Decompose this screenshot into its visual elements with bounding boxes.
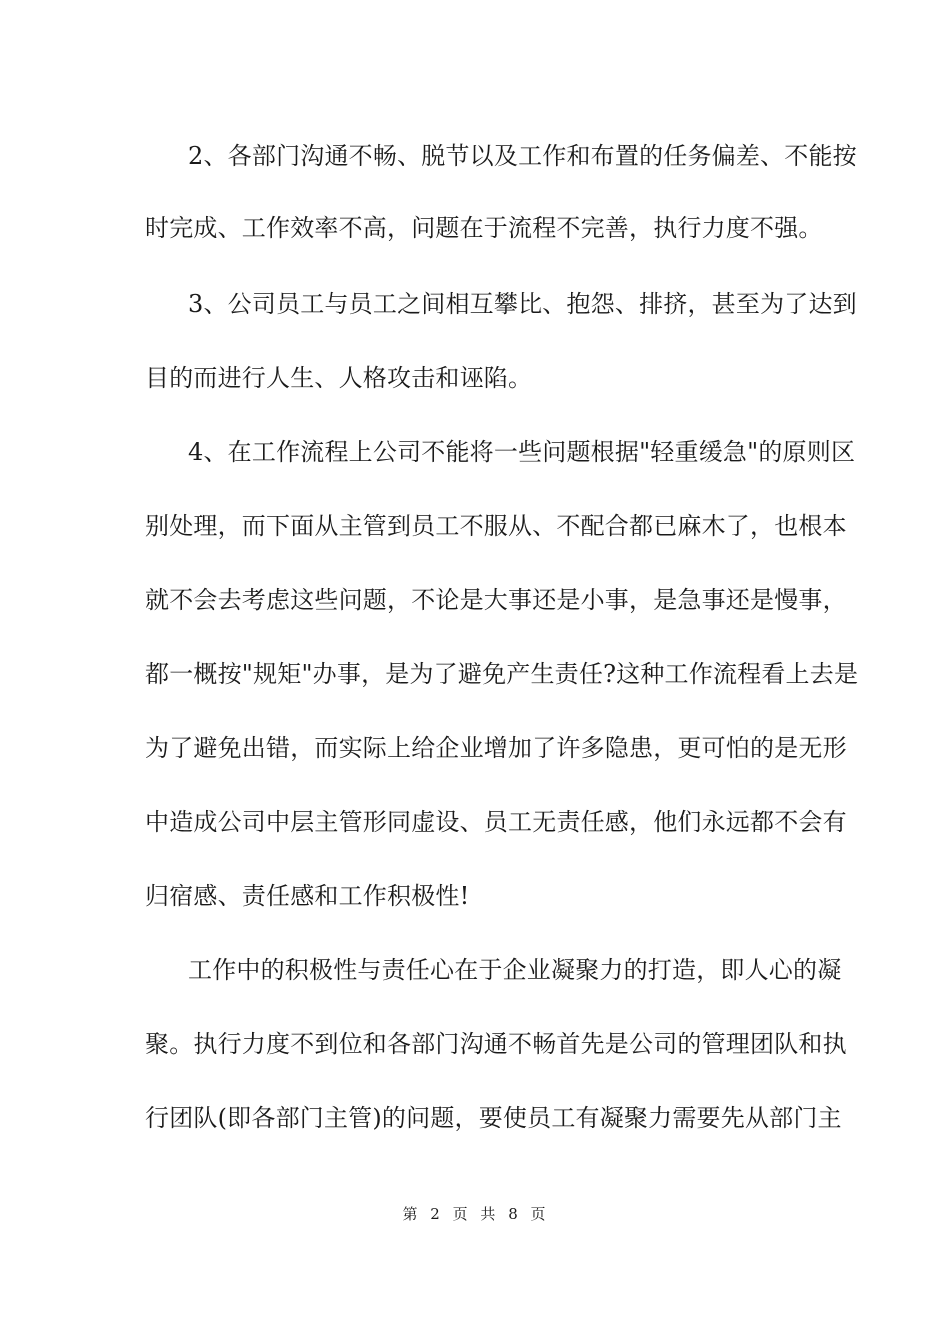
footer-prefix: 第 (402, 1205, 420, 1223)
paragraph-line: 目的而进行人生、人格攻击和诬陷。 (145, 364, 533, 392)
footer-suffix: 页 (530, 1205, 548, 1223)
paragraph-line: 就不会去考虑这些问题，不论是大事还是小事，是急事还是慢事， (145, 586, 847, 614)
footer-mid-2: 共 (480, 1205, 498, 1223)
paragraph-line: 归宿感、责任感和工作积极性! (145, 882, 470, 910)
paragraph-line: 聚。执行力度不到位和各部门沟通不畅首先是公司的管理团队和执 (145, 1030, 847, 1058)
paragraph-line: 都一概按"规矩"办事，是为了避免产生责任?这种工作流程看上去是 (145, 660, 859, 688)
paragraph-line: 3、公司员工与员工之间相互攀比、抱怨、排挤，甚至为了达到 (188, 290, 857, 318)
paragraph-line: 为了避免出错，而实际上给企业增加了许多隐患，更可怕的是无形 (145, 734, 847, 762)
page-footer (0, 1204, 950, 1224)
paragraph-line: 2、各部门沟通不畅、脱节以及工作和布置的任务偏差、不能按 (188, 142, 857, 170)
paragraph-line: 别处理，而下面从主管到员工不服从、不配合都已麻木了，也根本 (145, 512, 847, 540)
footer-mid-1: 页 (452, 1205, 470, 1223)
footer-total-pages: 8 (508, 1205, 520, 1223)
paragraph-line: 行团队(即各部门主管)的问题，要使员工有凝聚力需要先从部门主 (145, 1104, 842, 1132)
paragraph-line: 时完成、工作效率不高，问题在于流程不完善，执行力度不强。 (145, 214, 823, 242)
paragraph-line: 4、在工作流程上公司不能将一些问题根据"轻重缓急"的原则区 (188, 438, 856, 466)
paragraph-line: 中造成公司中层主管形同虚设、员工无责任感，他们永远都不会有 (145, 808, 847, 836)
footer-current-page: 2 (430, 1205, 442, 1223)
paragraph-line: 工作中的积极性与责任心在于企业凝聚力的打造，即人心的凝 (188, 956, 842, 984)
